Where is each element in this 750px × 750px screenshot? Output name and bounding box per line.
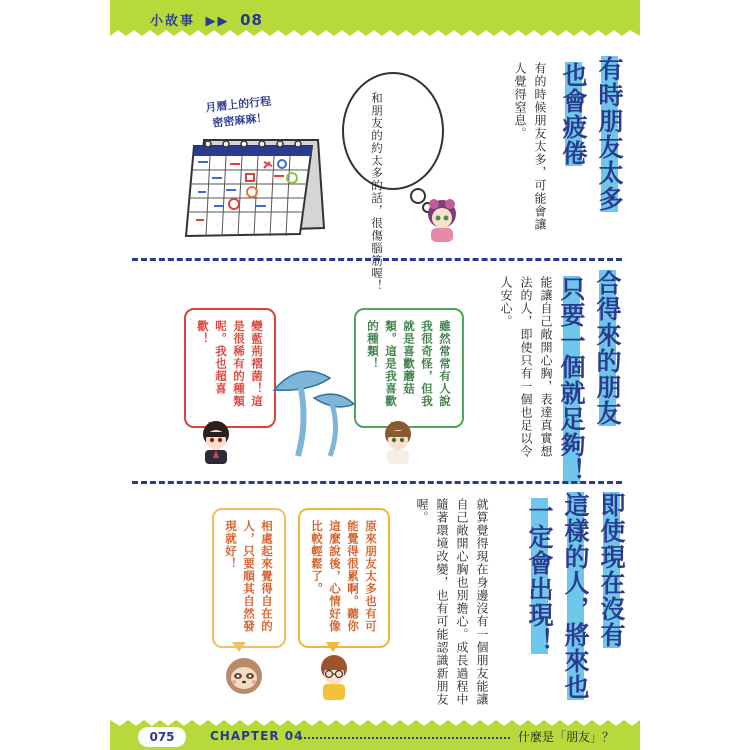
zigzag-decoration: [110, 30, 640, 44]
section2-body: 能讓自己敞開心胸，表達真實想法的人，即使只有一個也足以令人安心。: [499, 276, 553, 458]
boy-avatar-brown: [378, 418, 418, 464]
section3-title-line2: 這樣的人，將來也: [561, 492, 590, 700]
header-band: [110, 0, 640, 44]
section1-title-line1: 有時朋友太多: [595, 56, 624, 212]
section2-title-line2: 只要一個就足夠！: [557, 276, 586, 484]
section-divider: [132, 481, 622, 484]
mushroom-illustration: [270, 360, 360, 460]
chapter-title: 什麼是「朋友」？: [518, 730, 615, 744]
section1-title-line2: 也會疲倦: [559, 62, 588, 166]
section-divider: [132, 258, 622, 261]
arrow-icon: ▶▶: [205, 14, 230, 29]
chapter-label: CHAPTER 04: [210, 729, 304, 743]
story-header: [150, 10, 263, 29]
calendar-icon: [186, 132, 336, 242]
footer-band: [110, 712, 640, 750]
section2-title-line1: 合得來的朋友: [593, 270, 622, 426]
speech-bubble-green: 雖然常常有人說我很奇怪，但我就是喜歡蘑菇類。這是我喜歡的種類！: [354, 308, 464, 428]
story-number: 08: [240, 11, 263, 29]
thought-text: 和朋友的約太多的話，很傷腦筋喔！: [370, 92, 384, 292]
section3-title-line1: 即使現在沒有: [597, 492, 626, 648]
book-page: [110, 0, 640, 750]
girl-avatar: [422, 196, 462, 242]
speech-bubble-orange: 相處起來覺得自在的人，只要順其自然發現就好！: [212, 508, 286, 648]
section3-title-line3: 一定會出現！: [525, 498, 554, 654]
bubble-tail: [232, 642, 246, 652]
calendar-caption: 月曆上的行程 密密麻麻！: [204, 94, 272, 130]
speech-bubble-yellow: 原來朋友太多也有可能覺得很累啊。聽你這麼說後，心情好像比較輕鬆了。: [298, 508, 390, 648]
page-number: 075: [138, 727, 186, 747]
bubble-tail: [326, 642, 340, 652]
thought-bubble: [342, 72, 444, 190]
header-label: 小故事: [150, 14, 196, 29]
dotted-leader: [300, 737, 510, 739]
glasses-boy-avatar: [314, 652, 354, 700]
section3-body: 就算覺得現在身邊沒有一個朋友能讓自己敞開心胸也別擔心。成長過程中隨著環境改變，也有可能認識新朋友喔。: [415, 498, 489, 706]
sloth-avatar: [222, 652, 266, 700]
zigzag-decoration: [110, 712, 640, 726]
section1-body: 有的時候朋友太多，可能會讓人覺得窒息。: [513, 62, 547, 231]
speech-bubble-red: 變藍荊褶菌！這是很稀有的種類呢。我也超喜歡！: [184, 308, 276, 428]
boy-avatar-dark: [196, 418, 236, 464]
